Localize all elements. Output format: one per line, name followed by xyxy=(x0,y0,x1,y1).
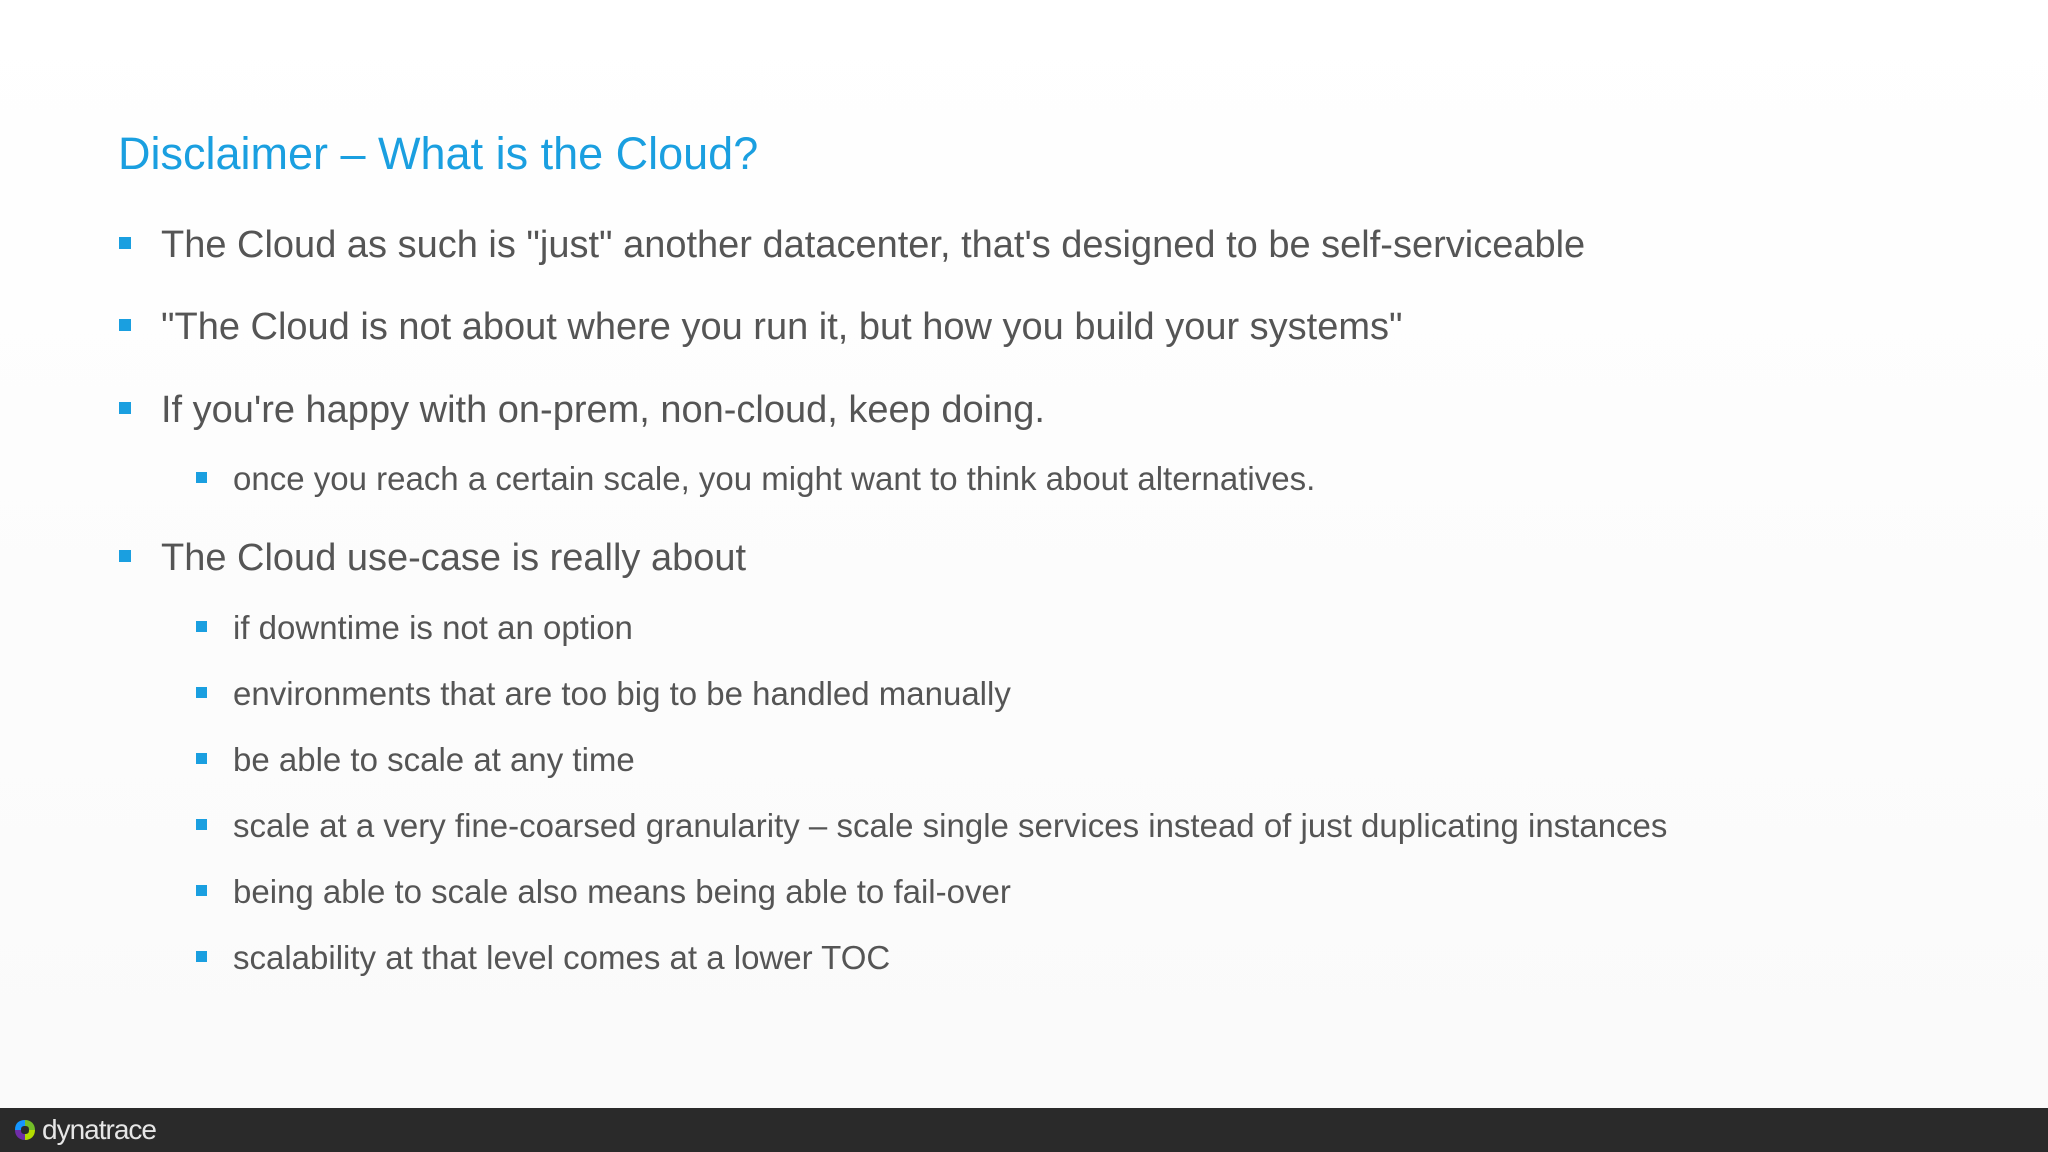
sub-bullet-item xyxy=(196,933,890,983)
bullet-item xyxy=(119,215,1585,275)
bullet-square-icon xyxy=(196,472,207,483)
bullet-square-icon xyxy=(119,402,131,414)
bullet-square-icon xyxy=(196,885,207,896)
sub-bullet-text: scalability at that level comes at a lower TOC xyxy=(233,939,891,976)
bullet-square-icon xyxy=(119,550,131,562)
sub-bullet-item xyxy=(196,735,635,785)
sub-bullet-text: once you reach a certain scale, you might want to think about alternatives. xyxy=(233,460,1316,497)
sub-bullet-text: if downtime is not an option xyxy=(233,609,633,646)
bullet-square-icon xyxy=(196,951,207,962)
sub-bullet-item xyxy=(196,801,1667,851)
sub-bullet-item xyxy=(196,867,1011,917)
logo-wordmark: dynatrace xyxy=(42,1114,156,1145)
dynatrace-logo-icon xyxy=(12,1117,38,1143)
sub-bullet-text: being able to scale also means being able to fail-over xyxy=(233,873,1011,910)
bullet-square-icon xyxy=(119,319,131,331)
sub-bullet-text: scale at a very fine-coarsed granularity – scale single services instead of just duplicating instances xyxy=(233,807,1668,844)
bullet-item xyxy=(119,528,746,588)
bullet-square-icon xyxy=(196,687,207,698)
sub-bullet-text: environments that are too big to be handled manually xyxy=(233,675,1011,712)
bullet-text: "The Cloud is not about where you run it, but how you build your systems" xyxy=(161,305,1403,348)
sub-bullet-text: be able to scale at any time xyxy=(233,741,635,778)
bullet-text: If you're happy with on-prem, non-cloud, keep doing. xyxy=(161,388,1045,431)
bullet-square-icon xyxy=(196,621,207,632)
bullet-square-icon xyxy=(119,237,131,249)
bullet-item xyxy=(119,297,1403,357)
sub-bullet-item xyxy=(196,669,1011,719)
bullet-item xyxy=(119,380,1045,440)
bullet-square-icon xyxy=(196,819,207,830)
bullet-text: The Cloud as such is "just" another datacenter, that's designed to be self-serviceable xyxy=(161,223,1586,266)
bullet-square-icon xyxy=(196,753,207,764)
dynatrace-logo xyxy=(12,1108,156,1152)
bullet-text: The Cloud use-case is really about xyxy=(161,536,747,579)
slide-title: Disclaimer – What is the Cloud? xyxy=(118,128,759,179)
sub-bullet-item xyxy=(196,603,633,653)
footer-bar xyxy=(0,1108,2048,1152)
sub-bullet-item xyxy=(196,454,1315,504)
